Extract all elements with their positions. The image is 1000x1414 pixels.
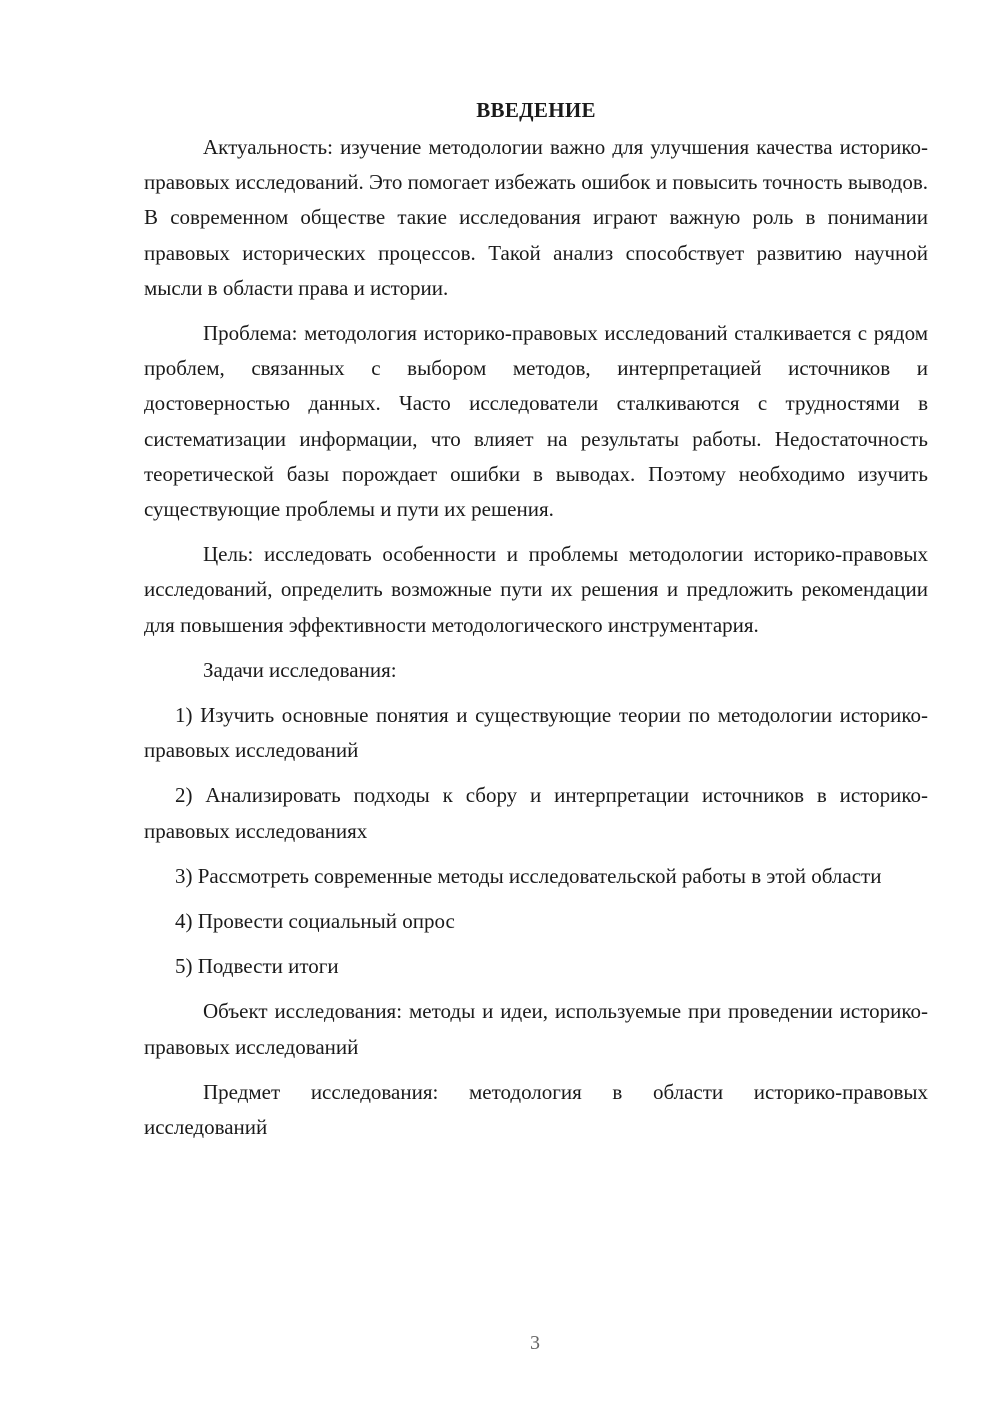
- document-page: [144, 92, 928, 1155]
- task-item-3: 3) Рассмотреть современные методы исследовательской работы в этой области: [175, 863, 882, 888]
- task-item-5: 5) Подвести итоги: [175, 954, 339, 979]
- task-item-4: 4) Провести социальный опрос: [175, 909, 455, 934]
- paragraph-problem: Проблема: методология историко-правовых исследований сталкивается с рядом проблем, связанных с выбором методов, интерпретацией источников и достоверностью данных. Часто исследователи сталкиваются с трудностями в систематизации информации, что влияет на результаты работы. Недостаточность теоретической базы порождает ошибки в выводах. Поэтому необходимо изучить существующие проблемы и пути их решения.: [144, 321, 928, 522]
- paragraph-object: Объект исследования: методы и идеи, используемые при проведении историко-правовых исследований: [144, 999, 928, 1059]
- page-number: 3: [530, 1332, 540, 1354]
- paragraph-relevance: Актуальность: изучение методологии важно для улучшения качества историко-правовых исследований. Это помогает избежать ошибок и повысить точность выводов. В современном обществе такие исследования играют важную роль в понимании правовых исторических процессов. Такой анализ способствует развитию научной мысли в области права и истории.: [144, 135, 928, 300]
- section-title: ВВЕДЕНИЕ: [476, 98, 596, 122]
- paragraph-goal: Цель: исследовать особенности и проблемы методологии историко-правовых исследований, определить возможные пути их решения и предложить рекомендации для повышения эффективности методологического инструментария.: [144, 542, 928, 637]
- paragraph-subject: Предмет исследования: методология в области историко-правовых исследований: [144, 1079, 928, 1140]
- tasks-heading: Задачи исследования:: [203, 657, 397, 682]
- task-item-2: 2) Анализировать подходы к сбору и интерпретации источников в историко-правовых исследованиях: [144, 783, 928, 843]
- task-item-1: 1) Изучить основные понятия и существующие теории по методологии историко-правовых исследований: [144, 703, 928, 763]
